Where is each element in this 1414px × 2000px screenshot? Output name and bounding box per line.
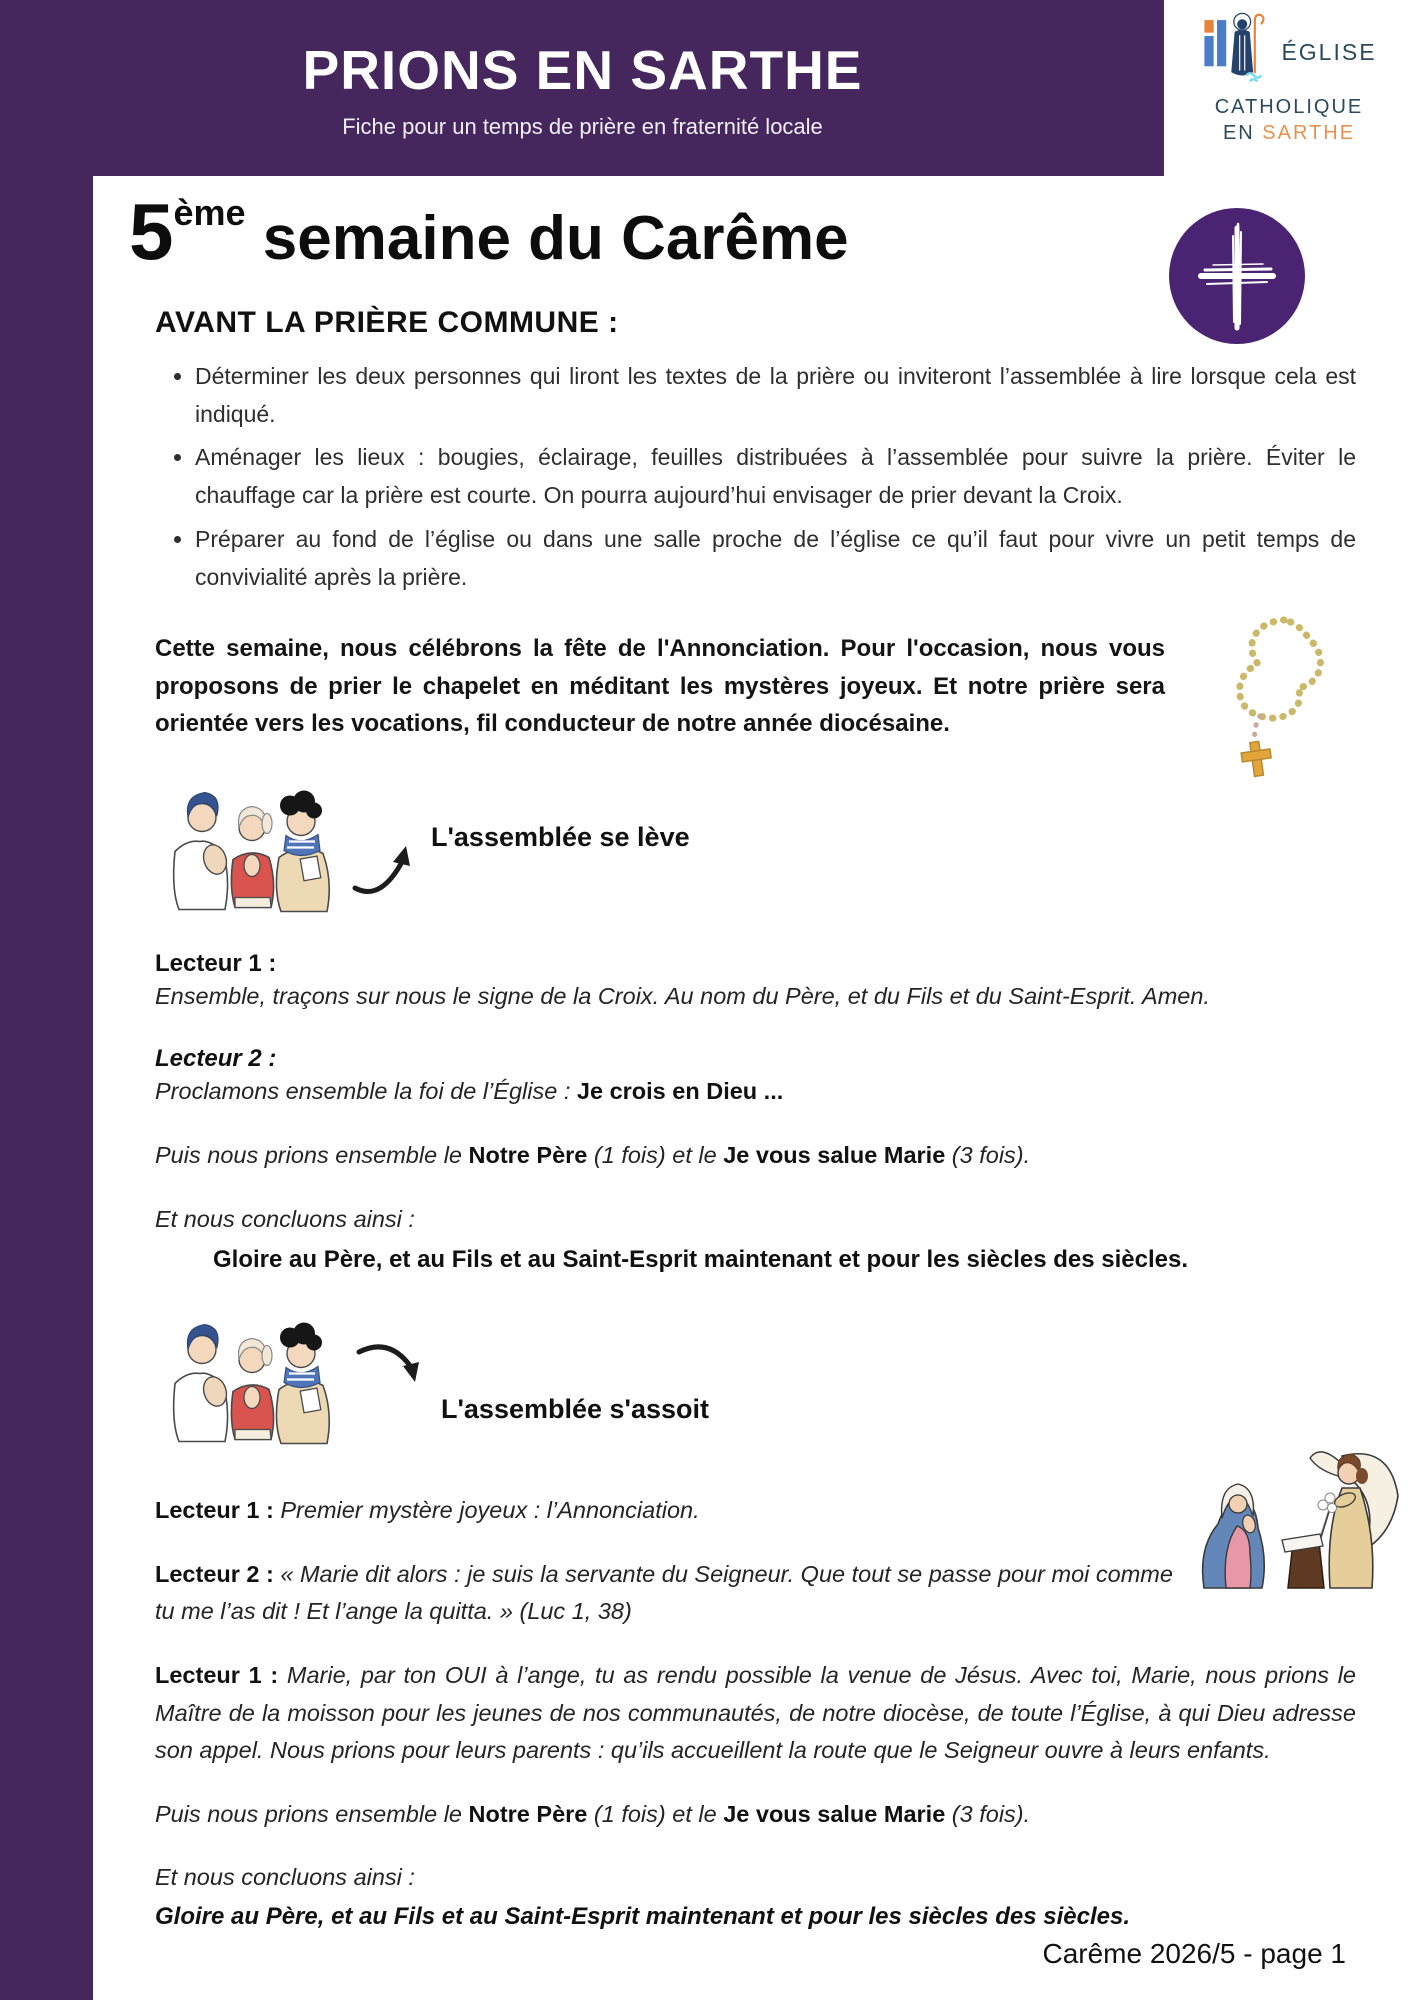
reader1-inline-label: Lecteur 1 : <box>155 1497 281 1524</box>
logo-word-en-sarthe <box>1223 122 1355 145</box>
preparation-list <box>155 358 1356 602</box>
credo-intro: Proclamons ensemble la foi de l’Église : <box>155 1078 577 1105</box>
curved-arrow-down-icon <box>353 1336 431 1396</box>
mystery-line <box>155 1492 1356 1530</box>
reader2-inline-label: Lecteur 2 : <box>155 1560 281 1587</box>
puis-mid: (1 fois) et le <box>587 1142 724 1169</box>
praying-people-icon <box>155 1310 345 1448</box>
content-column <box>93 176 1414 2000</box>
newsletter-subtitle: Fiche pour un temps de prière en fraternité locale <box>342 113 823 139</box>
je-vous-salue-marie: Je vous salue Marie <box>723 1800 946 1827</box>
praying-people-icon <box>155 778 345 916</box>
assembly-sit-row <box>155 1310 1356 1452</box>
sign-of-cross-text: Ensemble, traçons sur nous le signe de la Croix. Au nom du Père, et du Fils et du Saint-Esprit. Amen. <box>155 982 1210 1009</box>
list-item: • Aménager les lieux : bougies, éclairage, feuilles distribuées à l’assemblée pour suivre la prière. Éviter le chauffage car la prière est courte. On pourra aujourd’hui envisager de prier devant la Croix. <box>195 439 1356 514</box>
meditation-text: Marie, par ton OUI à l’ange, tu as rendu possible la venue de Jésus. Avec toi, Marie, nous prions le Maître de la moisson pour les jeunes de nos communautés, de notre diocèse, de toute l’Église, à qui Dieu adresse son appel. Nous prions pour leurs parents : qu’ils accueillent la route que le Seigneur ouvre à leurs enfants. <box>155 1662 1356 1764</box>
diocese-logo-icon <box>1201 10 1275 94</box>
assembly-sit-label: L'assemblée s'assoit <box>441 1394 709 1425</box>
list-item: • Déterminer les deux personnes qui liront les textes de la prière ou inviteront l’assemblée à lire lorsque cela est indiqué. <box>195 358 1356 433</box>
reader2-label: Lecteur 2 : <box>155 1045 277 1073</box>
mystery-title: Premier mystère joyeux : l’Annonciation. <box>280 1497 700 1524</box>
header-title-block <box>0 0 1165 176</box>
conclusion-intro: Et nous concluons ainsi : <box>155 1205 415 1232</box>
puis-prefix: Puis nous prions ensemble le <box>155 1142 469 1169</box>
logo-word-catholique: CATHOLIQUE <box>1214 96 1364 118</box>
gloria-text: Gloire au Père, et au Fils et au Saint-Esprit maintenant et pour les siècles des siècles. <box>213 1246 1189 1274</box>
puis-prefix: Puis nous prions ensemble le <box>155 1800 469 1827</box>
logo-word-en: EN <box>1222 122 1255 144</box>
notre-pere-line <box>155 1137 1356 1175</box>
credo-bold: Je crois en Dieu ... <box>576 1078 784 1105</box>
je-vous-salue-marie: Je vous salue Marie <box>723 1142 946 1169</box>
credo-line <box>155 1073 1356 1111</box>
reader1-label: Lecteur 1 : <box>155 949 277 977</box>
list-item: • Préparer au fond de l’église ou dans une salle proche de l’église ce qu’il faut pour vivre un petit temps de convivialité après la prière. <box>195 521 1356 596</box>
mary-quote-line <box>155 1556 1194 1631</box>
assembly-stand-row <box>155 778 1356 920</box>
page-body <box>0 176 1414 2000</box>
meditation-line <box>155 1657 1356 1770</box>
puis-suffix: (3 fois). <box>945 1800 1031 1827</box>
brush-cross-circle-icon <box>1167 206 1307 346</box>
annunciation-icon <box>1192 1436 1412 1606</box>
purple-left-band <box>0 176 93 2000</box>
diocese-logo <box>1164 0 1414 176</box>
rosary-icon <box>1222 612 1344 784</box>
reader1-inline-label: Lecteur 1 : <box>155 1662 287 1689</box>
week-intro-paragraph: Cette semaine, nous célébrons la fête de l'Annonciation. Pour l'occasion, nous vous proposons de prier le chapelet en méditant les mystères joyeux. Et notre prière sera orientée vers les vocations, fil conducteur de notre année diocésaine. <box>155 635 1165 737</box>
gloria-text-2: Gloire au Père, et au Fils et au Saint-Esprit maintenant et pour les siècles des siècles. <box>155 1903 1131 1930</box>
before-prayer-heading: AVANT LA PRIÈRE COMMUNE : <box>155 306 619 339</box>
logo-word-eglise: ÉGLISE <box>1281 38 1377 65</box>
newsletter-title: PRIONS EN SARTHE <box>302 38 863 101</box>
curved-arrow-up-icon <box>349 840 421 902</box>
assembly-stand-label: L'assemblée se lève <box>431 821 690 852</box>
page-footer: Carême 2026/5 - page 1 <box>1042 1938 1346 1969</box>
notre-pere: Notre Père <box>468 1142 588 1169</box>
title-text: semaine du Carême <box>245 204 849 273</box>
logo-word-sarthe: SARTHE <box>1262 122 1356 144</box>
puis-suffix: (3 fois). <box>945 1142 1031 1169</box>
page-header <box>0 0 1414 176</box>
mary-quote: « Marie dit alors : je suis la servante du Seigneur. Que tout se passe pour moi comme tu me l’as dit ! Et l’ange la quitta. » (Luc 1, 38) <box>155 1560 1173 1625</box>
week-ordinal: ème <box>173 192 246 233</box>
notre-pere-line-2 <box>155 1796 1356 1834</box>
week-number: 5 <box>129 187 174 276</box>
logo-row <box>1201 10 1376 94</box>
conclusion-intro-2: Et nous concluons ainsi : <box>155 1864 415 1891</box>
puis-mid: (1 fois) et le <box>587 1800 724 1827</box>
notre-pere: Notre Père <box>468 1800 588 1827</box>
